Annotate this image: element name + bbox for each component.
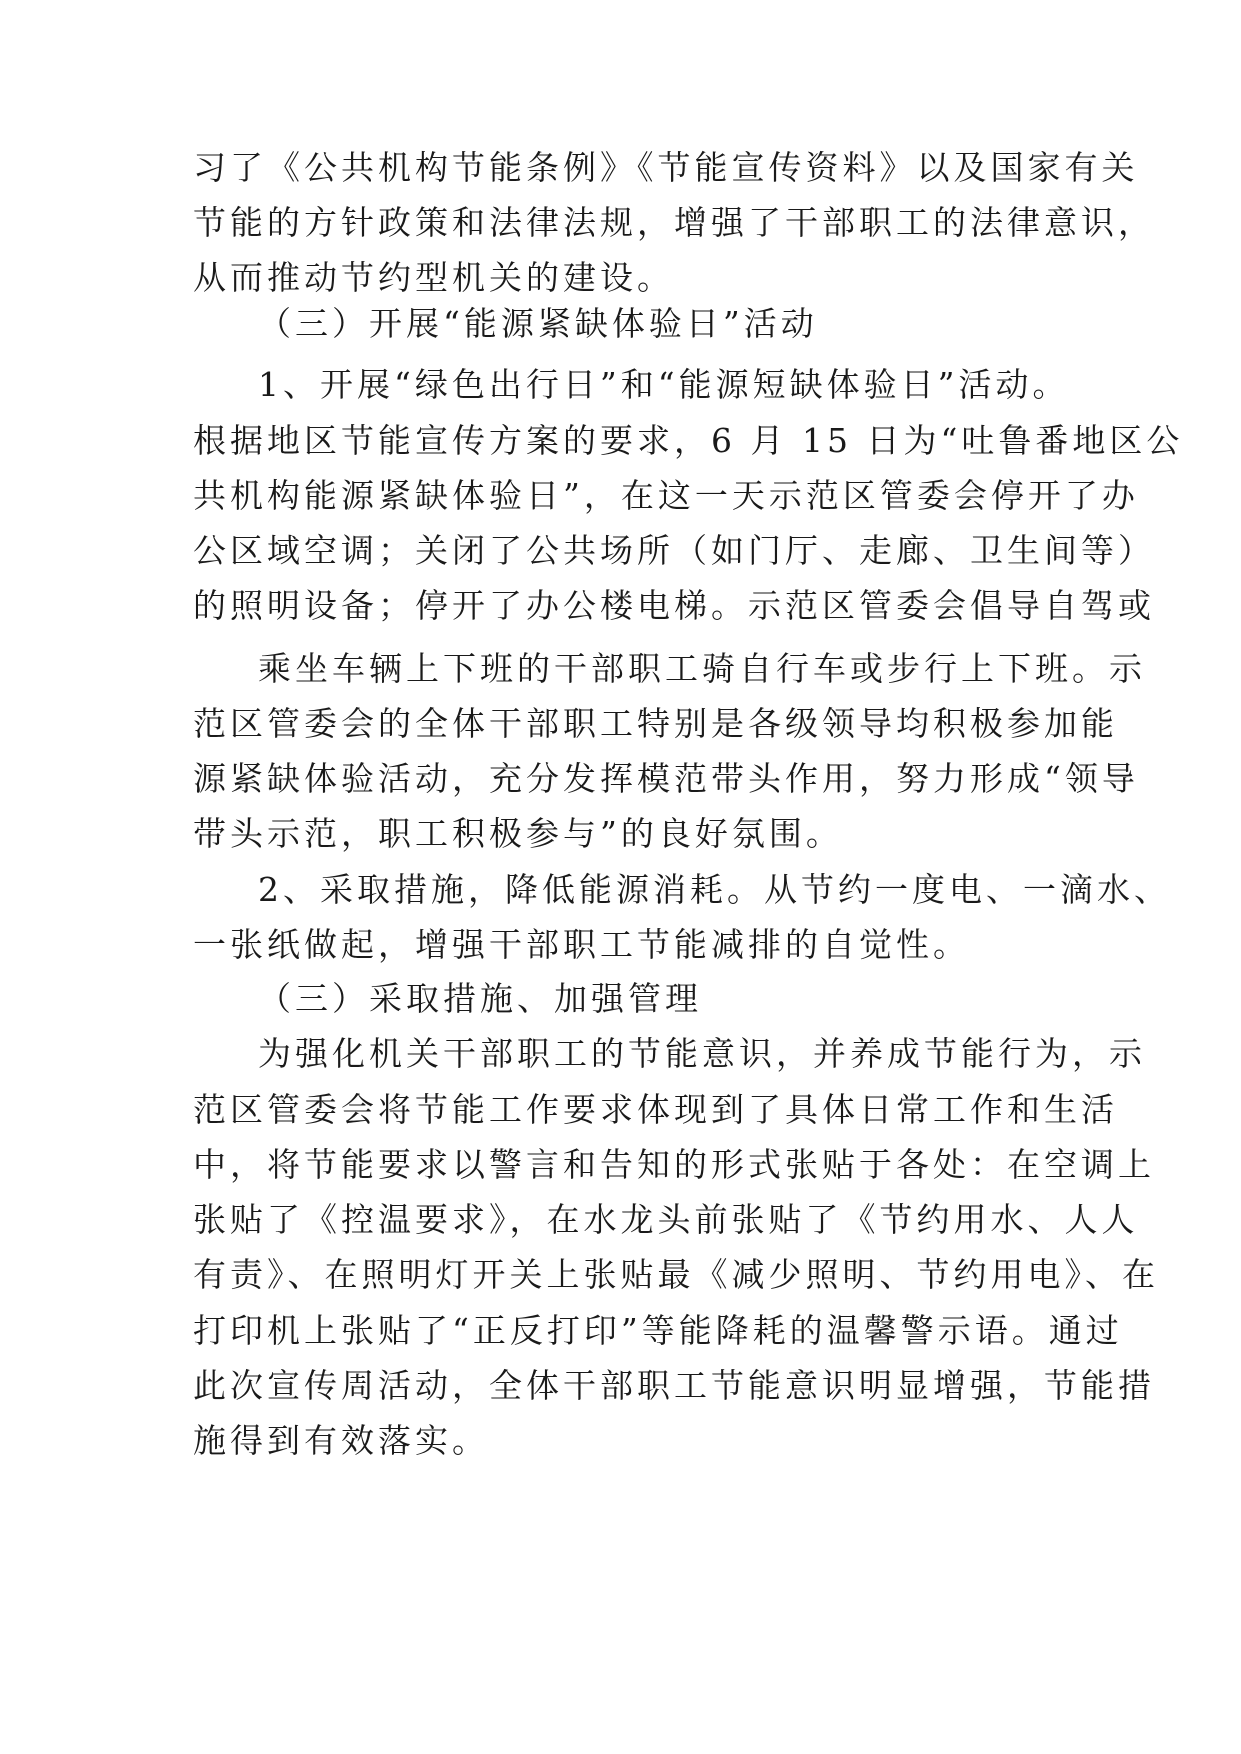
body-text-line: 公区域空调；关闭了公共场所（如门厅、走廊、卫生间等） [193,531,1155,570]
body-text-line: 此次宣传周活动，全体干部职工节能意识明显增强，节能措 [193,1366,1155,1405]
body-text-line: 根据地区节能宣传方案的要求，6 月 15 日为“吐鲁番地区公 [193,421,1184,460]
body-text-line: 为强化机关干部职工的节能意识，并养成节能行为，示 [258,1034,1146,1073]
body-text-line: 一张纸做起，增强干部职工节能减排的自觉性。 [193,925,970,964]
body-text-line: 习了《公共机构节能条例》《节能宣传资料》以及国家有关 [193,148,1139,187]
body-text-line: 范区管委会将节能工作要求体现到了具体日常工作和生活 [193,1090,1118,1129]
section-heading: （三）开展“能源紧缺体验日”活动 [258,304,818,343]
body-text-line: 1、开展“绿色出行日”和“能源短缺体验日”活动。 [258,365,1070,404]
body-text-line: 中，将节能要求以警言和告知的形式张贴于各处：在空调上 [193,1145,1155,1184]
body-text-line: 打印机上张贴了“正反打印”等能降耗的温馨警示语。通过 [193,1311,1123,1350]
body-text-line: 的照明设备；停开了办公楼电梯。示范区管委会倡导自驾或 [193,586,1155,625]
body-text-line: 施得到有效落实。 [193,1421,489,1460]
body-text-line: 源紧缺体验活动，充分发挥模范带头作用，努力形成“领导 [193,759,1139,798]
body-text-line: 从而推动节约型机关的建设。 [193,258,674,297]
section-heading: （三）采取措施、加强管理 [258,979,702,1018]
body-text-line: 共机构能源紧缺体验日”，在这一天示范区管委会停开了办 [193,476,1139,515]
body-text-line: 2、采取措施，降低能源消耗。从节约一度电、一滴水、 [258,870,1171,909]
body-text-line: 张贴了《控温要求》，在水龙头前张贴了《节约用水、人人 [193,1200,1139,1239]
body-text-line: 带头示范，职工积极参与”的良好氛围。 [193,814,843,853]
body-text-line: 节能的方针政策和法律法规，增强了干部职工的法律意识， [193,203,1155,242]
body-text-line: 有责》、在照明灯开关上张贴最《减少照明、节约用电》、在 [193,1255,1159,1294]
body-text-line: 乘坐车辆上下班的干部职工骑自行车或步行上下班。示 [258,649,1146,688]
body-text-line: 范区管委会的全体干部职工特别是各级领导均积极参加能 [193,704,1118,743]
